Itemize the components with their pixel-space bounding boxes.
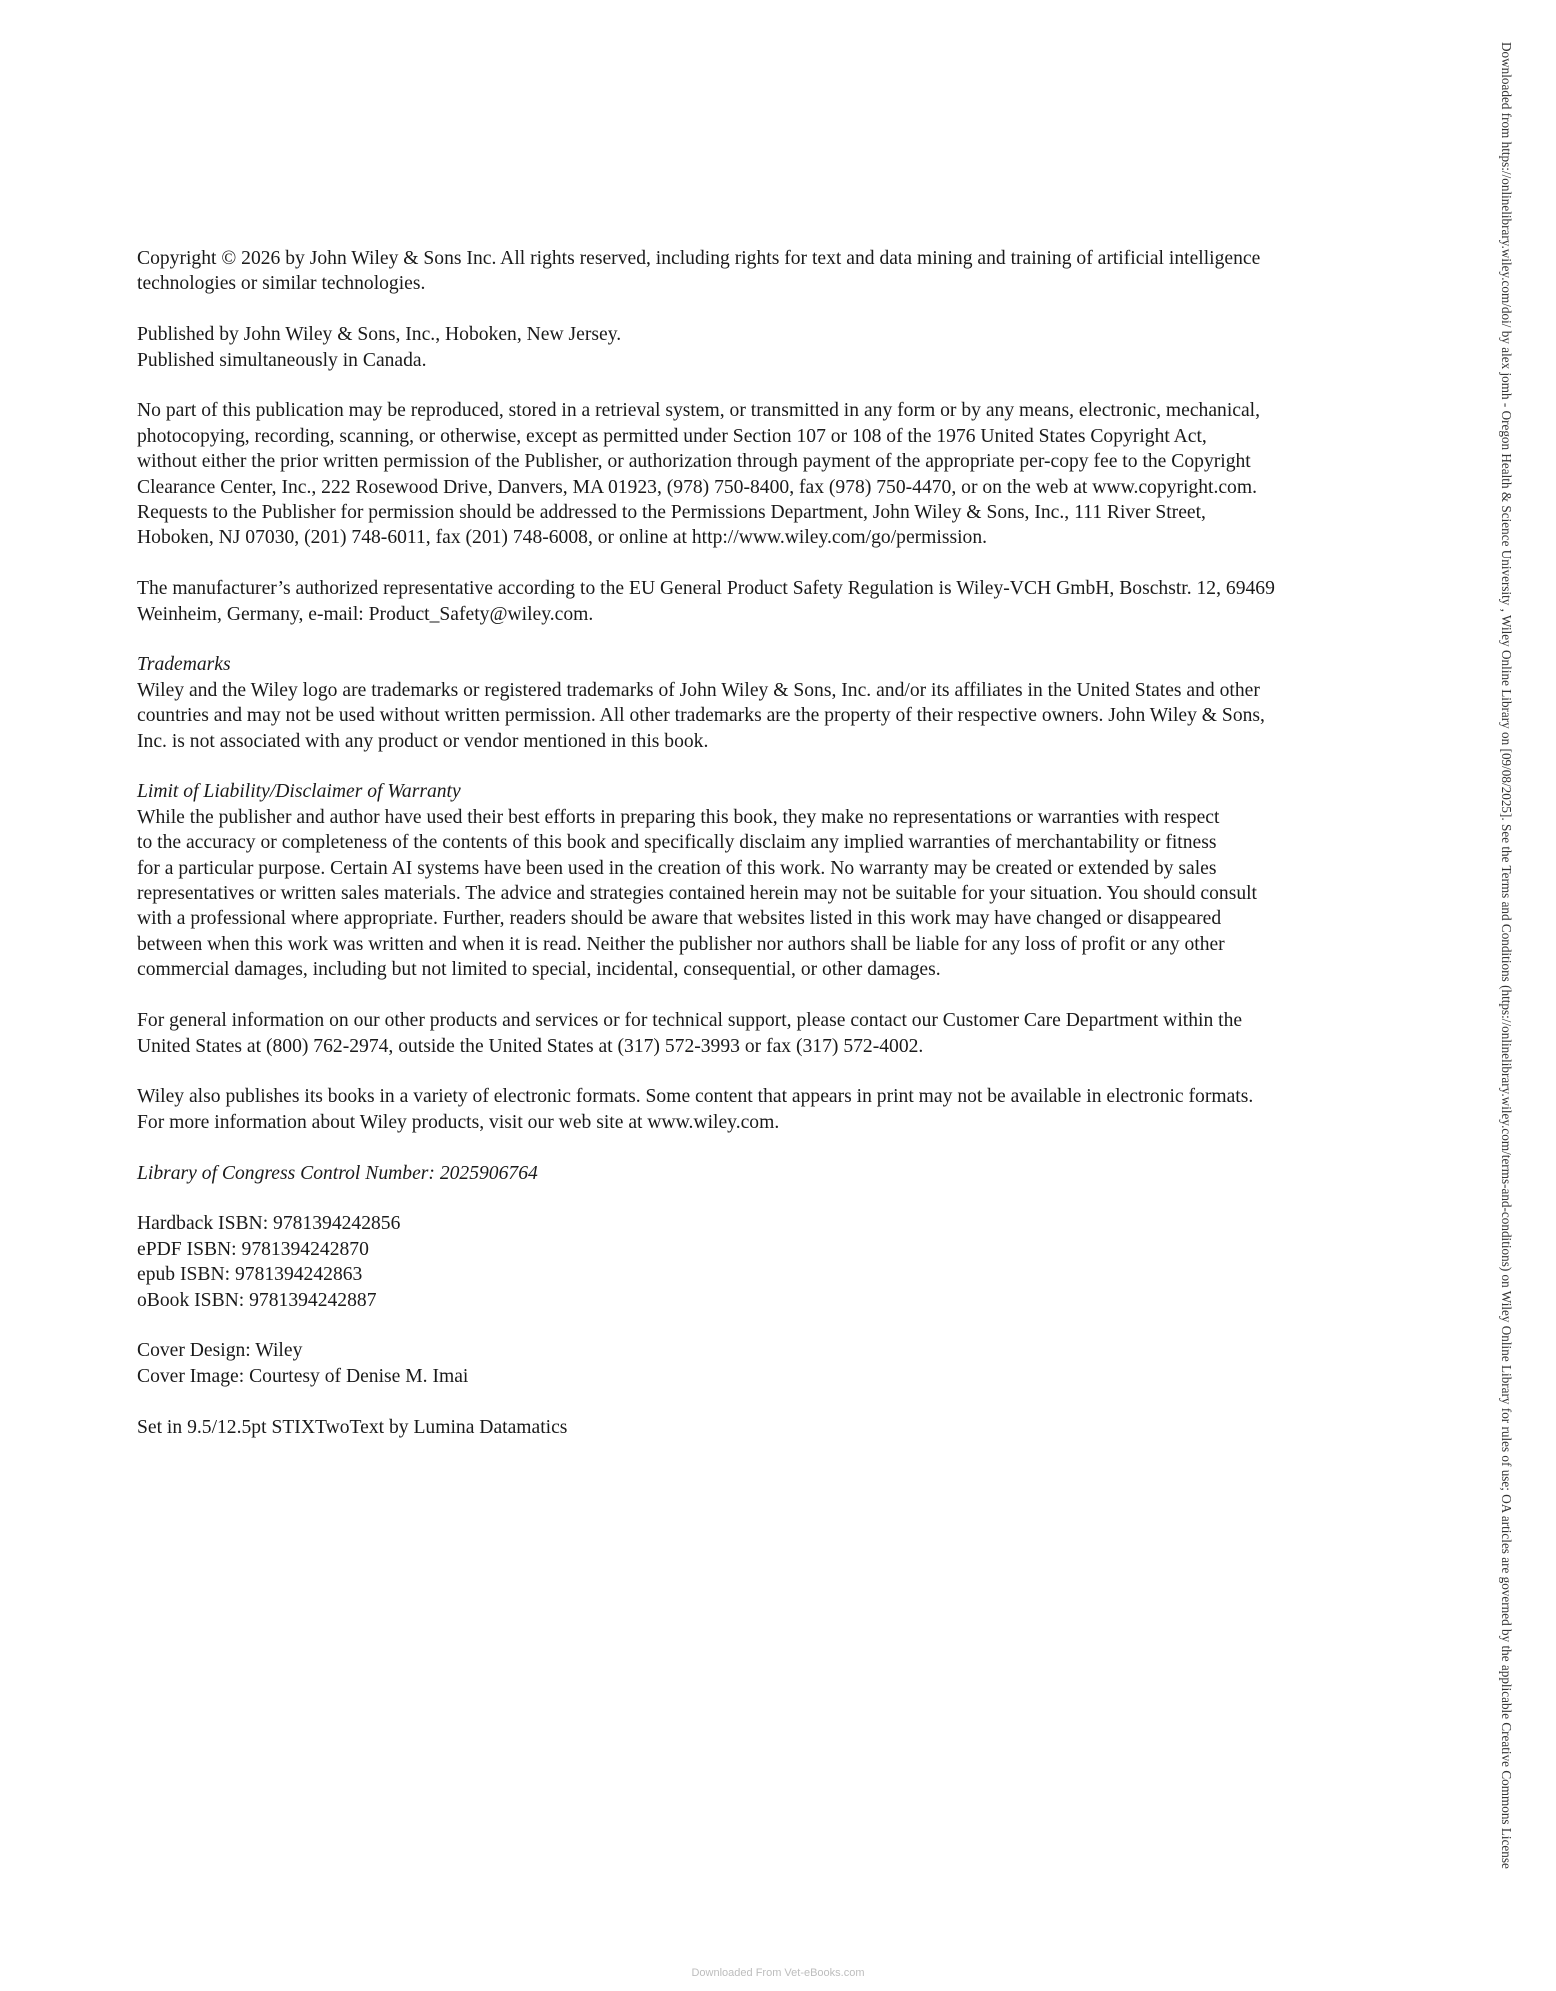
support-paragraph [137,1008,1387,1059]
published-line: Published by John Wiley & Sons, Inc., Hoboken, New Jersey. [137,324,622,346]
trademarks-heading: Trademarks [137,654,231,676]
permissions-line: without either the prior written permission of the Publisher, or authorization through payment of the appropriate per-copy fee to the Copyright [137,451,1251,473]
cover-image: Cover Image: Courtesy of Denise M. Imai [137,1365,469,1387]
liability-heading: Limit of Liability/Disclaimer of Warranty [137,781,461,803]
liability-line: representatives or written sales materials. The advice and strategies contained herein may not be suitable for your situation. You should consult [137,883,1257,905]
trademarks-line: Inc. is not associated with any product or vendor mentioned in this book. [137,730,709,752]
permissions-line: photocopying, recording, scanning, or otherwise, except as permitted under Section 107 or 108 of the 1976 United States Copyright Act, [137,425,1207,447]
footer-watermark: Downloaded From Vet-eBooks.com [691,1967,865,1979]
cover-paragraph [137,1338,1387,1389]
isbn-obook: oBook ISBN: 9781394242887 [137,1289,377,1311]
eu-representative-line: Weinheim, Germany, e-mail: Product_Safety@wiley.com. [137,603,594,625]
isbn-hardback: Hardback ISBN: 9781394242856 [137,1213,401,1235]
liability-line: for a particular purpose. Certain AI systems have been used in the creation of this work. No warranty may be created or extended by sales [137,857,1217,879]
cover-design: Cover Design: Wiley [137,1340,303,1362]
loc-paragraph [137,1161,1387,1186]
liability-paragraph [137,779,1387,982]
formats-paragraph [137,1084,1387,1135]
isbn-list [137,1211,1387,1313]
permissions-line: Clearance Center, Inc., 222 Rosewood Drive, Danvers, MA 01923, (978) 750-8400, fax (978) 750-4470, or on the web at www.copyright.com. [137,476,1257,498]
trademarks-line: countries and may not be used without written permission. All other trademarks are the property of their respective owners. John Wiley & Sons, [137,705,1265,727]
typeset-paragraph [137,1415,1387,1440]
formats-line: Wiley also publishes its books in a variety of electronic formats. Some content that appears in print may not be available in electronic formats. [137,1086,1254,1108]
permissions-line: No part of this publication may be reproduced, stored in a retrieval system, or transmitted in any form or by any means, electronic, mechanical, [137,400,1261,422]
copyright-line: Copyright © 2026 by John Wiley & Sons Inc. All rights reserved, including rights for text and data mining and training of artificial intelligence [137,248,1261,269]
liability-line: commercial damages, including but not limited to special, incidental, consequential, or other damages. [137,959,941,981]
liability-line: While the publisher and author have used their best efforts in preparing this book, they make no representations or warranties with respect [137,806,1220,828]
eu-representative-line: The manufacturer’s authorized representative according to the EU General Product Safety Regulation is Wiley-VCH GmbH, Boschstr. 12, 69469 [137,578,1275,600]
permissions-line: Hoboken, NJ 07030, (201) 748-6011, fax (201) 748-6008, or online at http://www.wiley.com/go/permission. [137,527,988,549]
isbn-epub: epub ISBN: 9781394242863 [137,1264,363,1286]
liability-line: to the accuracy or completeness of the contents of this book and specifically disclaim any implied warranties of merchantability or fitness [137,832,1217,854]
isbn-epdf: ePDF ISBN: 9781394242870 [137,1238,369,1260]
trademarks-line: Wiley and the Wiley logo are trademarks or registered trademarks of John Wiley & Sons, Inc. and/or its affiliates in the United States and other [137,679,1260,701]
permissions-paragraph [137,398,1387,550]
published-line: Published simultaneously in Canada. [137,349,427,371]
support-line: United States at (800) 762-2974, outside the United States at (317) 572-3993 or fax (317) 572-4002. [137,1035,924,1057]
copyright-line: technologies or similar technologies. [137,273,426,295]
copyright-page-body [137,246,1387,1465]
eu-representative-paragraph [137,576,1387,627]
download-side-notice: Downloaded from https://onlinelibrary.wiley.com/doi/ by alex jomh - Oregon Health & Science University , Wiley Online Library on [09/08/2025]. See the Terms and Conditions (https://onlinelibrary.wiley.com/terms-and-conditions) on Wiley Online Library for rules of use; OA articles are governed by the applicable Creative Commons License [1499,42,1514,1869]
trademarks-paragraph [137,652,1387,754]
published-paragraph [137,322,1387,373]
typeset-line: Set in 9.5/12.5pt STIXTwoText by Lumina Datamatics [137,1416,568,1438]
copyright-paragraph [137,246,1387,297]
formats-line: For more information about Wiley products, visit our web site at www.wiley.com. [137,1111,780,1133]
loc-control-number: Library of Congress Control Number: 2025906764 [137,1162,538,1184]
liability-line: between when this work was written and when it is read. Neither the publisher nor authors shall be liable for any loss of profit or any other [137,933,1225,955]
permissions-line: Requests to the Publisher for permission should be addressed to the Permissions Department, John Wiley & Sons, Inc., 111 River Street, [137,502,1206,524]
liability-line: with a professional where appropriate. Further, readers should be aware that websites listed in this work may have changed or disappeared [137,908,1222,930]
support-line: For general information on our other products and services or for technical support, please contact our Customer Care Department within the [137,1010,1243,1032]
